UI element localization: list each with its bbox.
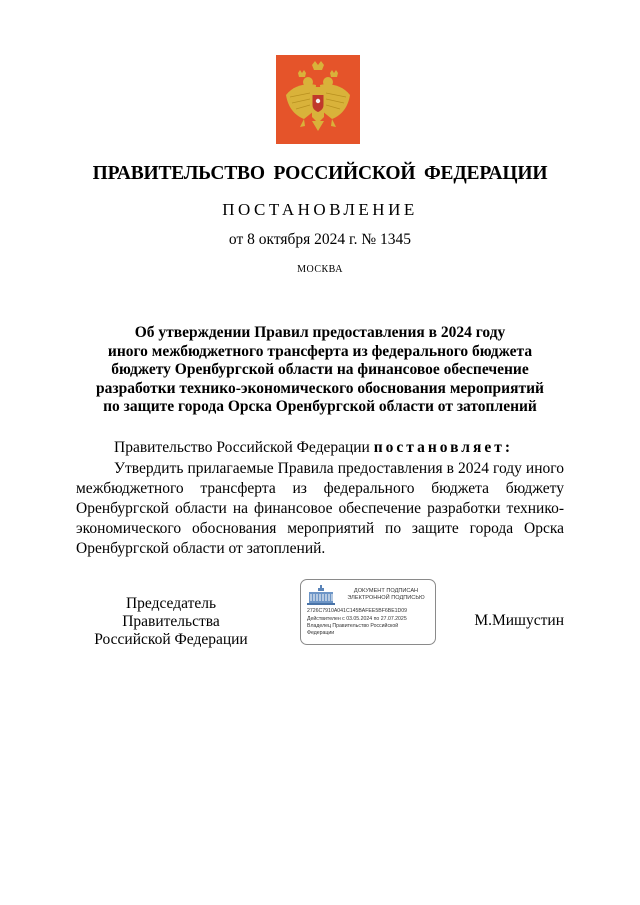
electronic-signature-stamp (300, 579, 436, 645)
subject-line: бюджету Оренбургской области на финансовое обеспечение (111, 361, 529, 378)
resolution-body: Утвердить прилагаемые Правила предоставления в 2024 году иного межбюджетного трансферта из федерального бюджета бюджету Оренбургской области на финансовое обеспечение разработки технико-экономического обоснования мероприятий по защите города Орска Оренбургской области от затоплений. (76, 460, 564, 557)
document-city: МОСКВА (297, 264, 343, 275)
signatory-position (76, 595, 266, 649)
esign-owner: Владелец Правительство Российской (307, 623, 399, 629)
coat-of-arms-emblem (276, 55, 360, 144)
document-type: ПОСТАНОВЛЕНИЕ (222, 200, 418, 219)
esign-title (339, 588, 433, 602)
signatory-position-line: Российской Федерации (94, 631, 248, 648)
preamble (76, 439, 564, 457)
subject-line: Об утверждении Правил предоставления в 2024 году (134, 324, 506, 341)
esign-validity: Действителен с 03.05.2024 по 27.07.2025 (307, 616, 407, 622)
esign-title-line: ЭЛЕКТРОННОЙ ПОДПИСЬЮ (347, 595, 425, 601)
document-date-number: от 8 октября 2024 г. № 1345 (228, 231, 412, 248)
government-title: ПРАВИТЕЛЬСТВО РОССИЙСКОЙ ФЕДЕРАЦИИ (92, 163, 548, 184)
esign-title-line: ДОКУМЕНТ ПОДПИСАН (353, 588, 419, 594)
signatory-name: М.Мишустин (474, 612, 564, 629)
subject-line: разработки технико-экономического обоснования мероприятий (96, 379, 544, 397)
esign-owner-continued: Федерации (307, 629, 335, 636)
subject-line: по защите города Орска Оренбургской области от затоплений (103, 398, 537, 415)
signatory-position-line: Председатель Правительства (122, 595, 220, 630)
subject-line: иного межбюджетного трансферта из федерального бюджета (107, 342, 533, 360)
preamble-subject: Правительство Российской Федерации (114, 439, 370, 456)
double-headed-eagle-icon (276, 55, 360, 144)
esign-certificate: 2726C7910A041C145BAFEE5BF6BE1D09 (307, 608, 408, 614)
document-subject (76, 324, 564, 417)
government-building-icon (306, 584, 336, 606)
preamble-verb: постановляет: (373, 439, 514, 456)
